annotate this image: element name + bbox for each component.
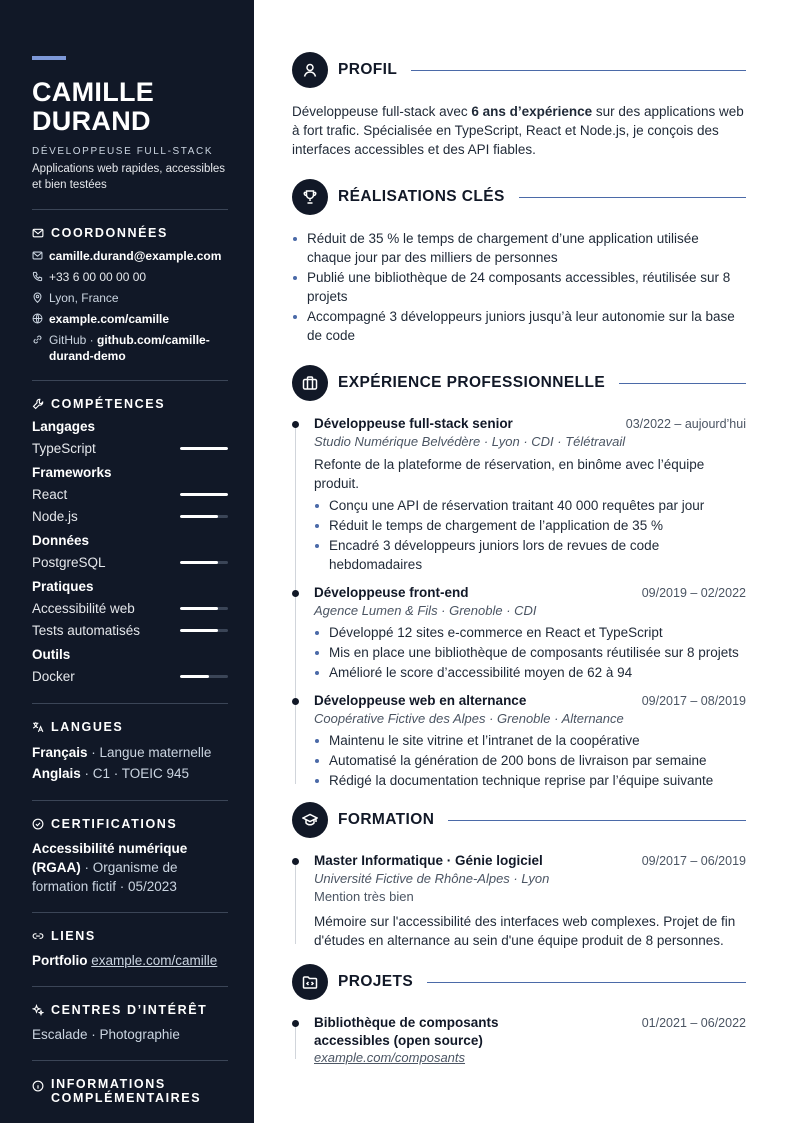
user-icon xyxy=(302,62,318,78)
contact-email[interactable]: camille.durand@example.com xyxy=(32,248,228,264)
job-company: Studio Numérique Belvédère · Lyon · CDI · Télétravail xyxy=(314,434,626,449)
skill-row xyxy=(32,551,228,573)
skill-group-heading: Pratiques xyxy=(32,579,94,594)
contact-heading: COORDONNÉES xyxy=(32,226,228,240)
skill-label: Tests automatisés xyxy=(32,622,141,638)
sidebar xyxy=(0,0,254,1123)
projects-timeline xyxy=(292,1014,746,1065)
list-item: Automatisé la génération de 200 bons de livraison par semaine xyxy=(314,751,746,770)
skill-level-fill xyxy=(180,493,228,496)
interests-text: Escalade · Photographie xyxy=(32,1027,180,1042)
list-item: Rédigé la documentation technique reprise par l’équipe suivante xyxy=(314,771,746,790)
skill-level-bar xyxy=(180,629,228,632)
experience-entry xyxy=(314,584,746,682)
job-title: DÉVELOPPEUSE FULL-STACK xyxy=(32,146,214,157)
skill-label: Docker xyxy=(32,668,75,684)
skills-heading: COMPÉTENCES xyxy=(32,397,228,411)
languages-heading: LANGUES xyxy=(32,720,228,734)
divider xyxy=(32,703,228,704)
project-title: Bibliothèque de composants accessibles (open source) xyxy=(314,1015,499,1048)
experience-section xyxy=(292,365,746,790)
portfolio-link[interactable]: example.com/camille xyxy=(91,953,218,968)
job-date: 03/2022 – aujourd’hui xyxy=(625,417,746,431)
job-title: Développeuse web en alternance xyxy=(314,693,527,708)
job-title: Développeuse full-stack senior xyxy=(314,416,513,431)
portfolio-link-row: Portfolio example.com/camille xyxy=(32,953,218,968)
degree-date: 09/2017 – 06/2019 xyxy=(641,854,746,868)
info-icon xyxy=(32,1080,44,1092)
interests-section xyxy=(32,1003,228,1044)
briefcase-icon xyxy=(302,375,318,391)
certifications-heading: CERTIFICATIONS xyxy=(32,817,228,831)
wrench-icon xyxy=(32,398,44,410)
additional-section xyxy=(32,1077,228,1105)
projects-section xyxy=(292,964,746,1065)
main-content xyxy=(292,52,746,1075)
language-item: Anglais · C1 · TOEIC 945 xyxy=(32,766,190,781)
list-item: Réduit de 35 % le temps de chargement d’une application utilisée chaque jour par des milliers de personnes xyxy=(292,229,746,267)
list-item: Mis en place une bibliothèque de composants réutilisée sur 8 projets xyxy=(314,643,746,662)
section-rule xyxy=(411,70,746,71)
section-rule xyxy=(519,197,746,198)
envelope-icon xyxy=(32,227,44,239)
degree-title: Master Informatique · Génie logiciel xyxy=(314,853,543,868)
section-rule xyxy=(619,383,746,384)
skill-level-fill xyxy=(180,561,218,564)
skill-label: React xyxy=(32,486,68,502)
phone-icon xyxy=(32,271,43,282)
contact-location: Lyon, France xyxy=(32,290,228,306)
languages-section xyxy=(32,720,228,784)
skill-level-fill xyxy=(180,675,209,678)
skill-row xyxy=(32,483,228,505)
experience-heading: EXPÉRIENCE PROFESSIONNELLE xyxy=(338,374,606,391)
certification-item: Accessibilité numérique (RGAA) · Organisme de formation fictif · 05/2023 xyxy=(32,841,188,894)
sparkles-icon xyxy=(32,1004,44,1016)
degree-description: Mémoire sur l'accessibilité des interfaces web complexes. Projet de fin d'études en alternance au sein d'une équipe produit de 8 personnes. xyxy=(314,914,736,948)
job-description: Refonte de la plateforme de réservation, en binôme avec l’équipe produit. xyxy=(314,457,705,491)
divider xyxy=(32,209,228,210)
skill-row xyxy=(32,597,228,619)
tagline: Applications web rapides, accessibles et bien testées xyxy=(32,163,226,191)
contact-phone[interactable]: +33 6 00 00 00 00 xyxy=(32,269,228,285)
skill-group-heading: Langages xyxy=(32,419,96,434)
list-item: Amélioré le score d’accessibilité moyen de 62 à 94 xyxy=(314,663,746,682)
job-company: Coopérative Fictive des Alpes · Grenoble · Alternance xyxy=(314,711,624,726)
skill-row xyxy=(32,437,228,459)
job-date: 09/2019 – 02/2022 xyxy=(641,586,746,600)
interests-heading: CENTRES D’INTÉRÊT xyxy=(32,1003,228,1017)
links-heading: LIENS xyxy=(32,929,228,943)
list-item: Réduit le temps de chargement de l’application de 35 % xyxy=(314,516,746,535)
contact-github[interactable]: GitHub · github.com/camille-durand-demo xyxy=(32,332,228,364)
school-name: Université Fictive de Rhône-Alpes · Lyon xyxy=(314,871,550,886)
envelope-icon xyxy=(32,250,43,261)
education-timeline xyxy=(292,852,746,950)
experience-entry xyxy=(314,415,746,574)
skill-row xyxy=(32,665,228,687)
projects-heading: PROJETS xyxy=(338,973,414,990)
divider xyxy=(32,986,228,987)
job-title: Développeuse front-end xyxy=(314,585,469,600)
job-bullets xyxy=(314,623,746,682)
link-icon xyxy=(32,930,44,942)
divider xyxy=(32,1060,228,1061)
link-icon xyxy=(32,334,43,345)
divider xyxy=(32,380,228,381)
globe-icon xyxy=(32,313,43,324)
additional-heading: INFORMATIONS COMPLÉMENTAIRES xyxy=(32,1077,228,1105)
achievements-heading: RÉALISATIONS CLÉS xyxy=(338,188,505,205)
skill-label: Accessibilité web xyxy=(32,600,135,616)
job-date: 09/2017 – 08/2019 xyxy=(641,694,746,708)
divider xyxy=(32,912,228,913)
skill-level-bar xyxy=(180,561,228,564)
project-entry xyxy=(314,1014,746,1065)
skill-label: TypeScript xyxy=(32,440,96,456)
profile-section xyxy=(292,52,746,159)
language-item: Français · Langue maternelle xyxy=(32,745,212,760)
list-item: Développé 12 sites e-commerce en React et TypeScript xyxy=(314,623,746,642)
section-rule xyxy=(448,820,746,821)
education-entry xyxy=(314,852,746,950)
candidate-name: CAMILLE DURAND xyxy=(32,77,155,136)
education-heading: FORMATION xyxy=(338,811,435,828)
achievements-list xyxy=(292,229,746,345)
experience-entry xyxy=(314,692,746,790)
links-section xyxy=(32,929,228,970)
list-item: Encadré 3 développeurs juniors lors de revues de code hebdomadaires xyxy=(314,536,746,574)
graduation-cap-icon xyxy=(302,812,318,828)
list-item: Accompagné 3 développeurs juniors jusqu’à leur autonomie sur la base de code xyxy=(292,307,746,345)
profile-text: Développeuse full-stack avec 6 ans d’expérience sur des applications web à fort trafic. Spécialisée en TypeScript, React et Node.js, je conçois des interfaces accessibles et des API fiables. xyxy=(292,104,744,157)
skill-label: PostgreSQL xyxy=(32,554,106,570)
job-bullets xyxy=(314,731,746,790)
skill-level-fill xyxy=(180,447,228,450)
divider xyxy=(32,800,228,801)
skill-level-bar xyxy=(180,447,228,450)
list-item: Publié une bibliothèque de 24 composants accessibles, réutilisée sur 8 projets xyxy=(292,268,746,306)
skill-level-bar xyxy=(180,607,228,610)
contact-section xyxy=(32,226,228,364)
accent-bar xyxy=(32,56,66,60)
list-item: Maintenu le site vitrine et l’intranet de la coopérative xyxy=(314,731,746,750)
skill-level-bar xyxy=(180,675,228,678)
skill-level-fill xyxy=(180,607,218,610)
skill-group-heading: Outils xyxy=(32,647,71,662)
location-pin-icon xyxy=(32,292,43,303)
skill-level-fill xyxy=(180,629,218,632)
skill-level-fill xyxy=(180,515,218,518)
contact-website[interactable]: example.com/camille xyxy=(32,311,228,327)
section-rule xyxy=(427,982,746,983)
trophy-icon xyxy=(302,189,318,205)
skill-row xyxy=(32,505,228,527)
skill-level-bar xyxy=(180,493,228,496)
job-company: Agence Lumen & Fils · Grenoble · CDI xyxy=(314,603,537,618)
skill-level-bar xyxy=(180,515,228,518)
skills-list xyxy=(32,419,228,687)
profile-heading: PROFIL xyxy=(338,61,398,78)
skill-row xyxy=(32,619,228,641)
list-item: Conçu une API de réservation traitant 40 000 requêtes par jour xyxy=(314,496,746,515)
degree-note: Mention très bien xyxy=(314,889,414,904)
achievements-section xyxy=(292,179,746,345)
badge-check-icon xyxy=(32,818,44,830)
skills-section xyxy=(32,397,228,687)
education-section xyxy=(292,802,746,950)
certifications-section xyxy=(32,817,228,896)
experience-timeline xyxy=(292,415,746,790)
project-date: 01/2021 – 06/2022 xyxy=(641,1016,746,1030)
skill-label: Node.js xyxy=(32,508,78,524)
folder-code-icon xyxy=(302,974,318,990)
job-bullets xyxy=(314,496,746,574)
skill-group-heading: Données xyxy=(32,533,90,548)
project-link[interactable]: example.com/composants xyxy=(314,1050,466,1065)
skill-group-heading: Frameworks xyxy=(32,465,112,480)
translate-icon xyxy=(32,721,44,733)
